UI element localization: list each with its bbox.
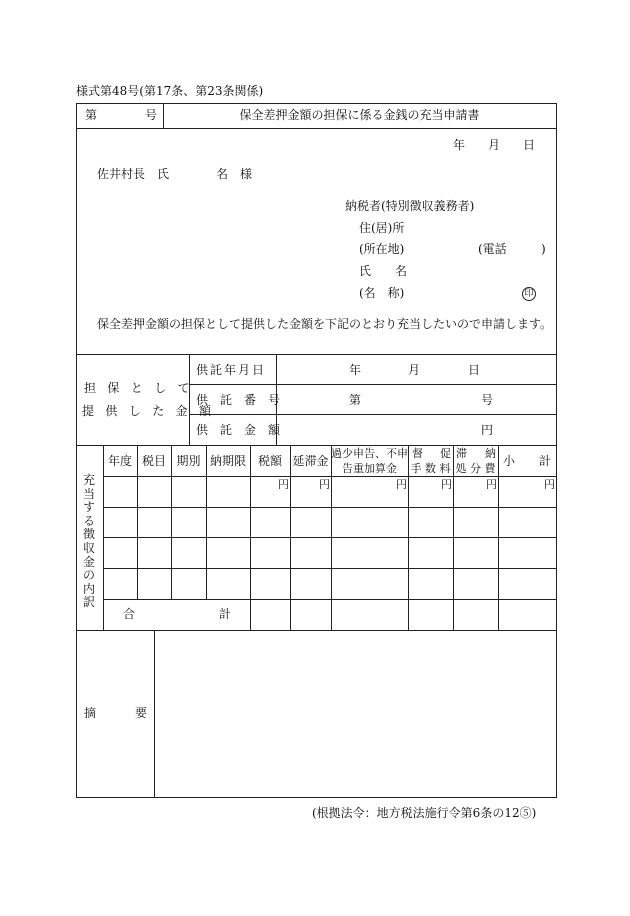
number-label-prefix: 第 xyxy=(85,108,98,122)
col-header-penalty-line2: 告重加算金 xyxy=(342,462,397,475)
deposit-date-month: 月 xyxy=(408,363,421,377)
date-day-label: 日 xyxy=(523,138,536,152)
breakdown-side-label: 充 当 す る 徴 収 金 の 内 訳 xyxy=(82,473,95,610)
number-label-suffix: 号 xyxy=(145,108,158,122)
seal-mark: 印 xyxy=(522,287,536,301)
form-number: 様式第48号(第17条、第23条関係) xyxy=(76,84,264,98)
applicant-name-label: 氏 名 xyxy=(359,264,408,278)
col-header-disposal-char1: 滞 xyxy=(456,447,467,460)
deposit-number-suffix: 号 xyxy=(481,393,494,407)
form-title: 保全差押金額の担保に係る金銭の充当申請書 xyxy=(239,108,480,122)
deposit-amount-label: 供 託 金 額 xyxy=(196,423,281,437)
col-header-tax-amount: 税額 xyxy=(257,454,282,468)
deposit-label-line2: 提 供 し た 金 額 xyxy=(82,404,211,418)
total-label-second: 計 xyxy=(219,607,232,621)
deposit-amount-unit: 円 xyxy=(481,423,494,437)
addressee-suffix: 名 様 xyxy=(216,167,253,181)
col-header-delinquency: 延滞金 xyxy=(292,454,329,468)
col-header-disposal-char2: 納 xyxy=(485,447,496,460)
col-header-period: 期別 xyxy=(176,454,201,468)
yen-mark-demand: 円 xyxy=(441,478,452,491)
total-label-first: 合 xyxy=(123,607,136,621)
deposit-date-label: 供託年月日 xyxy=(196,363,267,377)
deposit-date-year: 年 xyxy=(349,363,362,377)
date-month-label: 月 xyxy=(488,138,501,152)
addressee-name: 佐井村長 氏 xyxy=(97,167,170,181)
deposit-date-day: 日 xyxy=(468,363,481,377)
col-header-subtotal: 小 計 xyxy=(502,454,551,468)
applicant-heading: 納税者(特別徴収義務者) xyxy=(345,199,475,213)
col-header-demand-char2: 促 xyxy=(440,447,451,460)
summary-label-second: 要 xyxy=(135,706,148,720)
col-header-tax-item: 税目 xyxy=(141,454,166,468)
applicant-title-label: (名 称) xyxy=(359,286,405,300)
col-header-penalty-line1: 過少申告、不申 xyxy=(331,447,408,460)
applicant-location-label: (所在地) xyxy=(359,242,405,256)
deposit-label-line1: 担 保 と し て xyxy=(84,381,190,395)
yen-mark-penalty: 円 xyxy=(396,478,407,491)
col-header-year: 年度 xyxy=(107,454,132,468)
legal-basis-footer: (根拠法令：地方税法施行令第6条の12⑤) xyxy=(312,806,537,820)
col-header-demand-line2: 手 数 料 xyxy=(410,462,451,475)
yen-mark-tax: 円 xyxy=(278,478,289,491)
summary-label-first: 摘 xyxy=(84,706,97,720)
date-year-label: 年 xyxy=(453,138,466,152)
yen-mark-disposal: 円 xyxy=(486,478,497,491)
deposit-number-label: 供 託 番 号 xyxy=(196,393,281,407)
applicant-address-label: 住(居)所 xyxy=(359,221,405,235)
applicant-phone-close: ) xyxy=(541,242,546,256)
application-statement: 保全差押金額の担保として提供した金額を下記のとおり充当したいので申請します。 xyxy=(97,317,553,331)
col-header-deadline: 納期限 xyxy=(209,454,246,468)
col-header-demand-char1: 督 xyxy=(412,447,423,460)
yen-mark-subtotal: 円 xyxy=(544,478,555,491)
applicant-phone-label: (電話 xyxy=(478,242,507,256)
yen-mark-delinquency: 円 xyxy=(319,478,330,491)
deposit-number-prefix: 第 xyxy=(349,393,362,407)
col-header-disposal-line2: 処 分 費 xyxy=(455,462,496,475)
